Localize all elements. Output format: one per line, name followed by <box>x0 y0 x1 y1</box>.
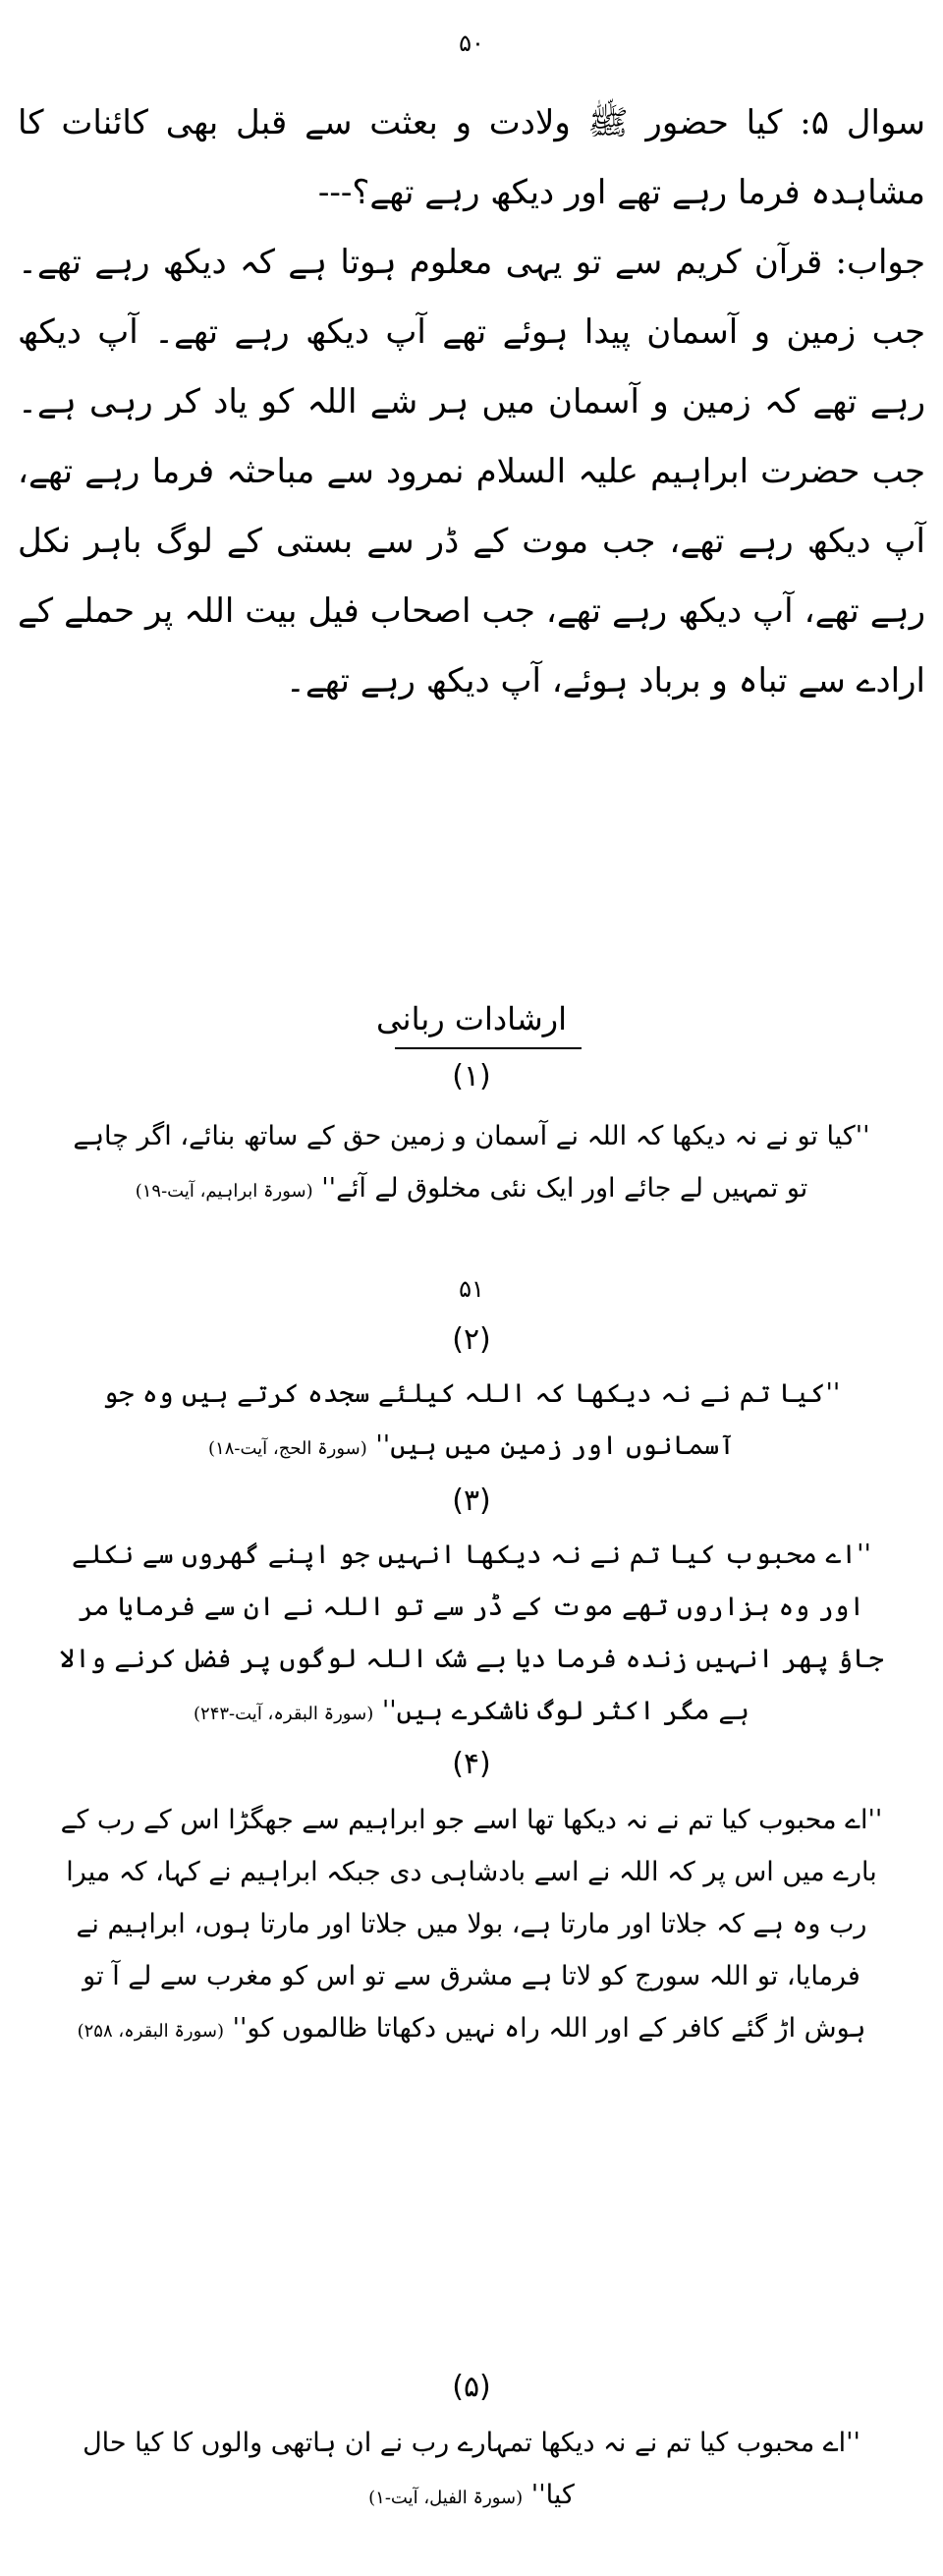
page-number-top: ۵۰ <box>459 29 484 57</box>
verse-number-4: (۴) <box>452 1747 491 1781</box>
verse-4-text: ''اے محبوب کیا تم نے نہ دیکھا تھا اسے جو ابراہیم سے جھگڑا اس کے رب کے بارے میں اس پر کہ اللہ نے اسے بادشاہی دی جبکہ ابراہیم نے کہا، کہ میرا رب وہ ہے کہ جلاتا اور مارتا ہے، بولا میں جلاتا اور مارتا ہوں، ابراہیم نے فرمایا، تو اللہ سورج کو لاتا ہے مشرق سے تو اس کو مغرب سے لے آ تو ہوش اڑ گئے کافر کے اور اللہ راہ نہیں دکھاتا ظالموں کو'' <box>60 1805 883 2044</box>
question-paragraph: سوال ۵: کیا حضور ﷺ ولادت و بعثت سے قبل بھی کائنات کا مشاہدہ فرما رہے تھے اور دیکھ رہے تھے؟--- <box>18 103 925 212</box>
verse-3-text: ''اے محبوب کیا تم نے نہ دیکھا انہیں جو اپنے گھروں سے نکلے اور وہ ہزاروں تھے موت کے ڈر سے تو اللہ نے ان سے فرمایا مر جاؤ پھر انہیں زندہ فرما دیا بے شک اللہ لوگوں پر فضل کرنے والا ہے مگر اکثر لوگ ناشکرے ہیں'' <box>59 1540 884 1726</box>
verse-1 <box>59 1110 884 1217</box>
verse-5-text: ''اے محبوب کیا تم نے نہ دیکھا تمہارے رب نے ان ہاتھی والوں کا کیا حال کیا'' <box>83 2428 860 2510</box>
verse-2-text: ''کیا تم نے نہ دیکھا کہ اللہ کیلئے سجدہ کرتے ہیں وہ جو آسمانوں اور زمین میں ہیں'' <box>102 1378 841 1461</box>
section-title-underline <box>395 1047 582 1049</box>
verse-number-1: (۱) <box>452 1059 491 1093</box>
answer-paragraph: جواب: قرآن کریم سے تو یہی معلوم ہوتا ہے کہ دیکھ رہے تھے۔ جب زمین و آسمان پیدا ہوئے تھے آپ دیکھ رہے تھے۔ آپ دیکھ رہے تھے کہ زمین و آسمان میں ہر شے اللہ کو یاد کر رہی ہے۔ جب حضرت ابراہیم علیہ السلام نمرود سے مباحثہ فرما رہے تھے، آپ دیکھ رہے تھے، جب موت کے ڈر سے بستی کے لوگ باہر نکل رہے تھے، آپ دیکھ رہے تھے، جب اصحاب فیل بیت اللہ پر حملے کے ارادے سے تباہ و برباد ہوئے، آپ دیکھ رہے تھے۔ <box>18 243 925 700</box>
page-number-middle: ۵۱ <box>459 1275 484 1303</box>
section-title: ارشادات ربانی <box>375 1000 568 1037</box>
verse-4-reference: (سورۃ البقرہ، ۲۵۸) <box>77 2021 225 2042</box>
verse-3 <box>59 1529 884 1740</box>
verse-1-text: ''کیا تو نے نہ دیکھا کہ اللہ نے آسمان و زمین حق کے ساتھ بنائے، اگر چاہے تو تمہیں لے جائے اور ایک نئی مخلوق لے آئے'' <box>73 1121 870 1204</box>
verse-2-reference: (سورۃ الحج، آیت-۱۸) <box>208 1438 367 1459</box>
verse-5 <box>59 2417 884 2524</box>
verse-number-3: (۳) <box>452 1484 491 1518</box>
verse-number-5: (۵) <box>452 2370 491 2404</box>
verse-number-2: (۲) <box>452 1322 491 1357</box>
verse-3-reference: (سورۃ البقرہ، آیت-۲۴۳) <box>194 1704 374 1724</box>
verse-1-reference: (سورۃ ابراہیم، آیت-۱۹) <box>135 1181 313 1202</box>
verse-2 <box>59 1368 884 1475</box>
verse-4 <box>59 1794 884 2057</box>
verse-5-reference: (سورۃ الفیل، آیت-۱) <box>368 2488 524 2508</box>
